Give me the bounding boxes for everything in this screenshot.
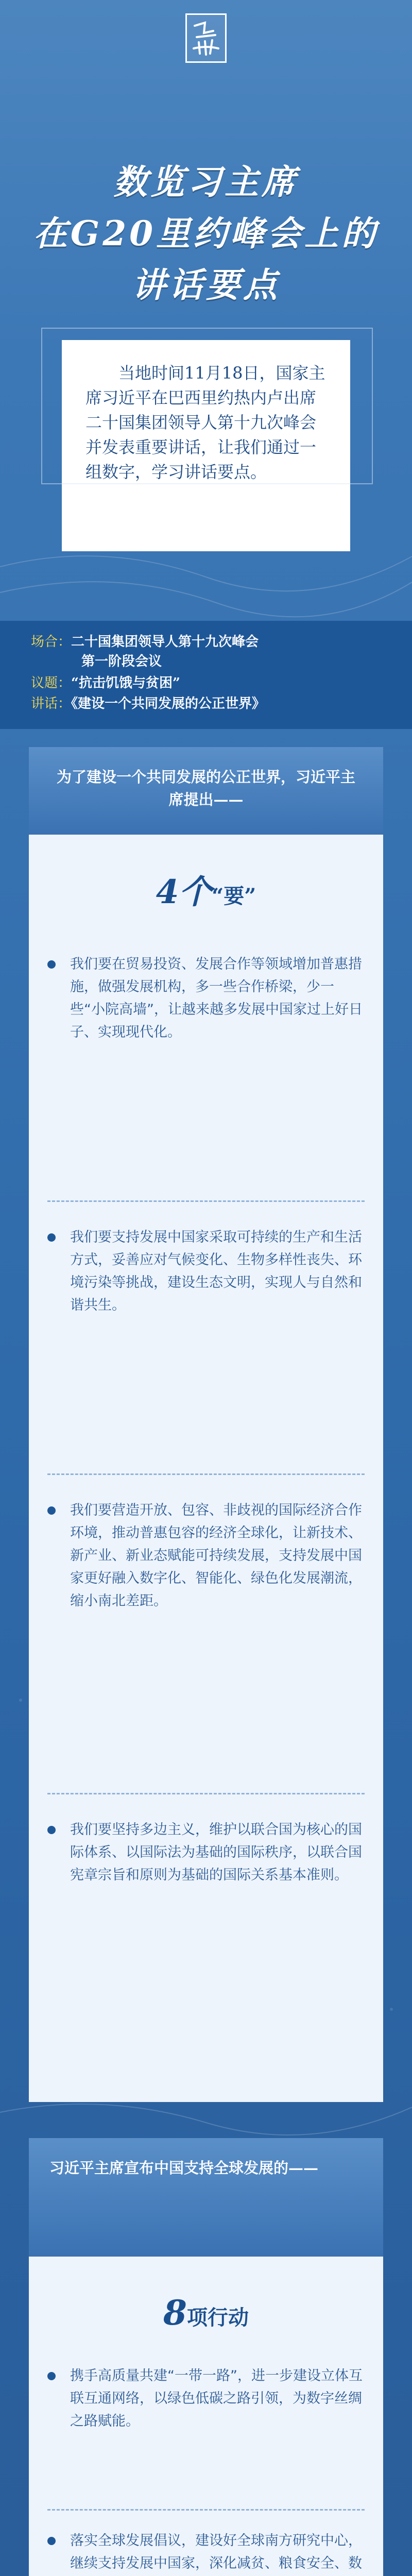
section2-lead: 习近平主席宣布中国支持全球发展的—— [49, 2159, 319, 2177]
section2-count-unit: 项行动 [186, 2306, 249, 2330]
section2-header [29, 2138, 383, 2257]
bullet-icon [47, 2537, 56, 2545]
meta-speech [31, 693, 265, 712]
item-text: 我们要营造开放、包容、非歧视的国际经济合作环境，推动普惠包容的经济全球化，让新技术、新产业、新业态赋能可持续发展，支持发展中国家更好融入数字化、智能化、绿色化发展潮流，缩小南北差距。 [70, 1502, 362, 1609]
topic-value: “抗击饥饿与贫困” [71, 675, 180, 691]
section1-count-unit: “要” [212, 884, 256, 908]
speech-value: 《建设一个共同发展的公正世界》 [71, 696, 266, 711]
list-item [47, 1226, 365, 1317]
bullet-icon [47, 1826, 56, 1834]
occasion-label: 场合： [31, 634, 72, 650]
bullet-icon [47, 1233, 56, 1242]
section2-count-number: 8 [163, 2293, 187, 2333]
section1-count-number: 4个 [156, 873, 212, 911]
item-text: 落实全球发展倡议，建设好全球南方研究中心，继续支持发展中国家，深化减贫、粮食安全、数 [70, 2533, 362, 2571]
list-item [47, 2530, 365, 2576]
speech-label: 讲话： [31, 696, 72, 711]
item-text: 携手高质量共建“一带一路”，进一步建设立体互联互通网络，以绿色低碳之路引领，为数字丝绸之路赋能。 [70, 2368, 363, 2429]
section2-count [29, 2293, 383, 2333]
logo [185, 13, 227, 63]
bullet-icon [47, 2372, 56, 2380]
topic-label: 议题： [31, 675, 72, 691]
bullet-icon [47, 1506, 56, 1515]
item-text: 我们要支持发展中国家采取可持续的生产和生活方式，妥善应对气候变化、生物多样性丧失、环境污染等挑战，建设生态文明，实现人与自然和谐共生。 [70, 1229, 362, 1313]
item-text: 我们要坚持多边主义，维护以联合国为核心的国际体系、以国际法为基础的国际秩序，以联合国宪章宗旨和原则为基础的国际关系基本准则。 [70, 1822, 362, 1883]
meta-topic [31, 672, 180, 691]
page-title-line1: 数览习主席 [113, 162, 299, 202]
divider [47, 1200, 365, 1202]
occasion-value-line2: 第一阶段会议 [81, 654, 162, 669]
divider [47, 1793, 365, 1794]
page-title-line2: 在G20里约峰会上的 [33, 213, 379, 253]
divider [47, 2509, 365, 2511]
list-item [47, 2365, 365, 2433]
intro-box [62, 340, 350, 551]
list-item [47, 1499, 365, 1613]
bullet-icon [47, 960, 56, 969]
page-title-line3: 讲话要点 [132, 265, 280, 305]
section1-count [29, 866, 383, 913]
list-item [47, 1819, 365, 1887]
section1-header [29, 747, 383, 835]
section2-card [29, 2138, 383, 2576]
meta-occasion [31, 631, 259, 650]
list-item [47, 953, 365, 1044]
occasion-value: 二十国集团领导人第十九次峰会 [71, 634, 259, 650]
section1-lead: 为了建设一个共同发展的公正世界，习近平主席提出—— [56, 768, 355, 808]
section1-card [29, 747, 383, 2102]
item-text: 我们要在贸易投资、发展合作等领域增加普惠措施，做强发展机构，多一些合作桥梁，少一些“小院高墙”，让越来越多发展中国家过上好日子、实现现代化。 [70, 956, 363, 1040]
intro-text: 当地时间11月18日，国家主席习近平在巴西里约热内卢出席二十国集团领导人第十九次峰会并发表重要讲话，让我们通过一组数字，学习讲话要点。 [85, 363, 325, 482]
divider [47, 1473, 365, 1475]
meta-bar [0, 621, 412, 729]
